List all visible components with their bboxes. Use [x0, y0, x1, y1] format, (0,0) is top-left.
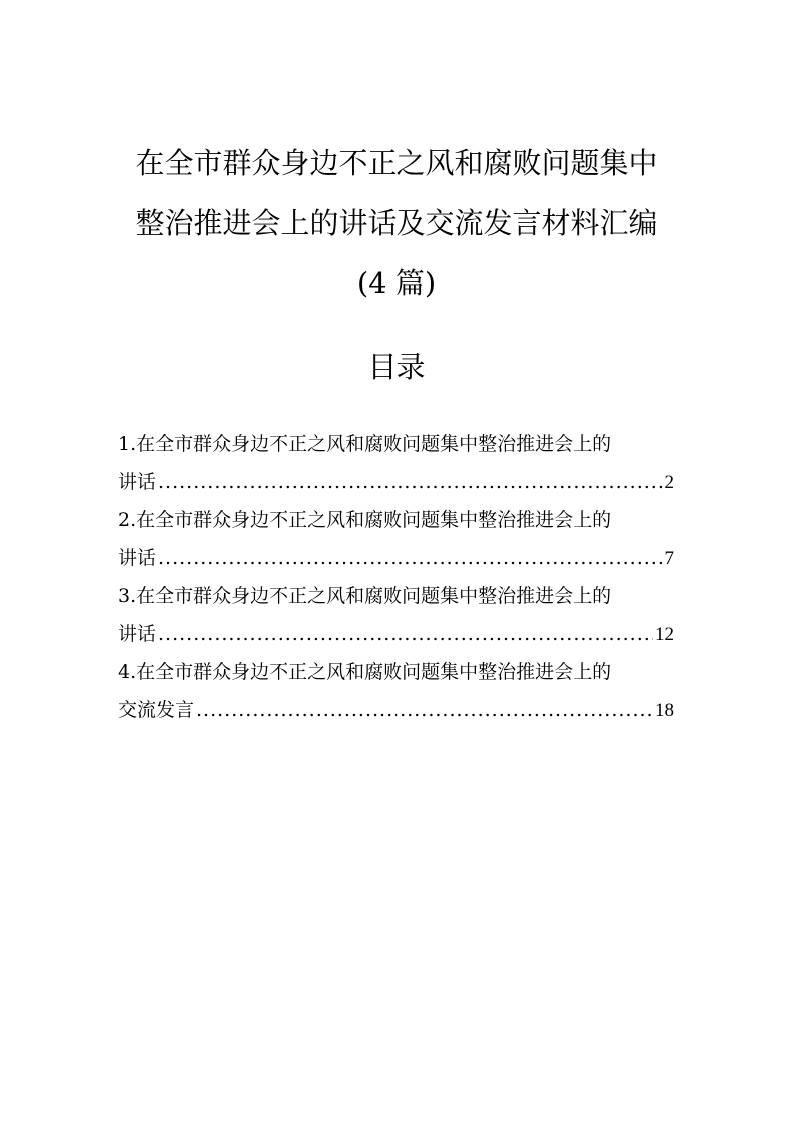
toc-entry-title-continued: 讲话 — [118, 623, 157, 645]
toc-entry-title: 1.在全市群众身边不正之风和腐败问题集中整治推进会上的 — [118, 433, 612, 455]
toc-entry-title-continued: 讲话 — [118, 471, 157, 493]
toc-dot-leader — [158, 463, 662, 501]
toc-entry-title: 3.在全市群众身边不正之风和腐败问题集中整治推进会上的 — [118, 585, 612, 607]
toc-dot-leader — [158, 615, 653, 653]
toc-entry[interactable] — [118, 653, 674, 729]
toc-page-number: 12 — [655, 624, 674, 645]
toc-page-number: 7 — [664, 548, 674, 569]
document-title-line-2: 整治推进会上的讲话及交流发言材料汇编 — [135, 206, 658, 240]
table-of-contents — [118, 425, 674, 729]
toc-entry-title-continued: 讲话 — [118, 547, 157, 569]
toc-entry[interactable] — [118, 501, 674, 577]
toc-entry[interactable] — [118, 577, 674, 653]
document-title-line-3: (4 篇) — [356, 266, 437, 300]
toc-page-number: 18 — [655, 700, 674, 721]
toc-page-number: 2 — [664, 472, 674, 493]
toc-dot-leader — [196, 691, 653, 729]
toc-entry-title-continued: 交流发言 — [118, 699, 195, 721]
document-title-line-1: 在全市群众身边不正之风和腐败问题集中 — [135, 146, 658, 180]
toc-heading: 目录 — [367, 350, 426, 384]
toc-entry-title: 2.在全市群众身边不正之风和腐败问题集中整治推进会上的 — [118, 509, 612, 531]
toc-entry-title: 4.在全市群众身边不正之风和腐败问题集中整治推进会上的 — [118, 661, 612, 683]
toc-entry[interactable] — [118, 425, 674, 501]
toc-dot-leader — [158, 539, 662, 577]
